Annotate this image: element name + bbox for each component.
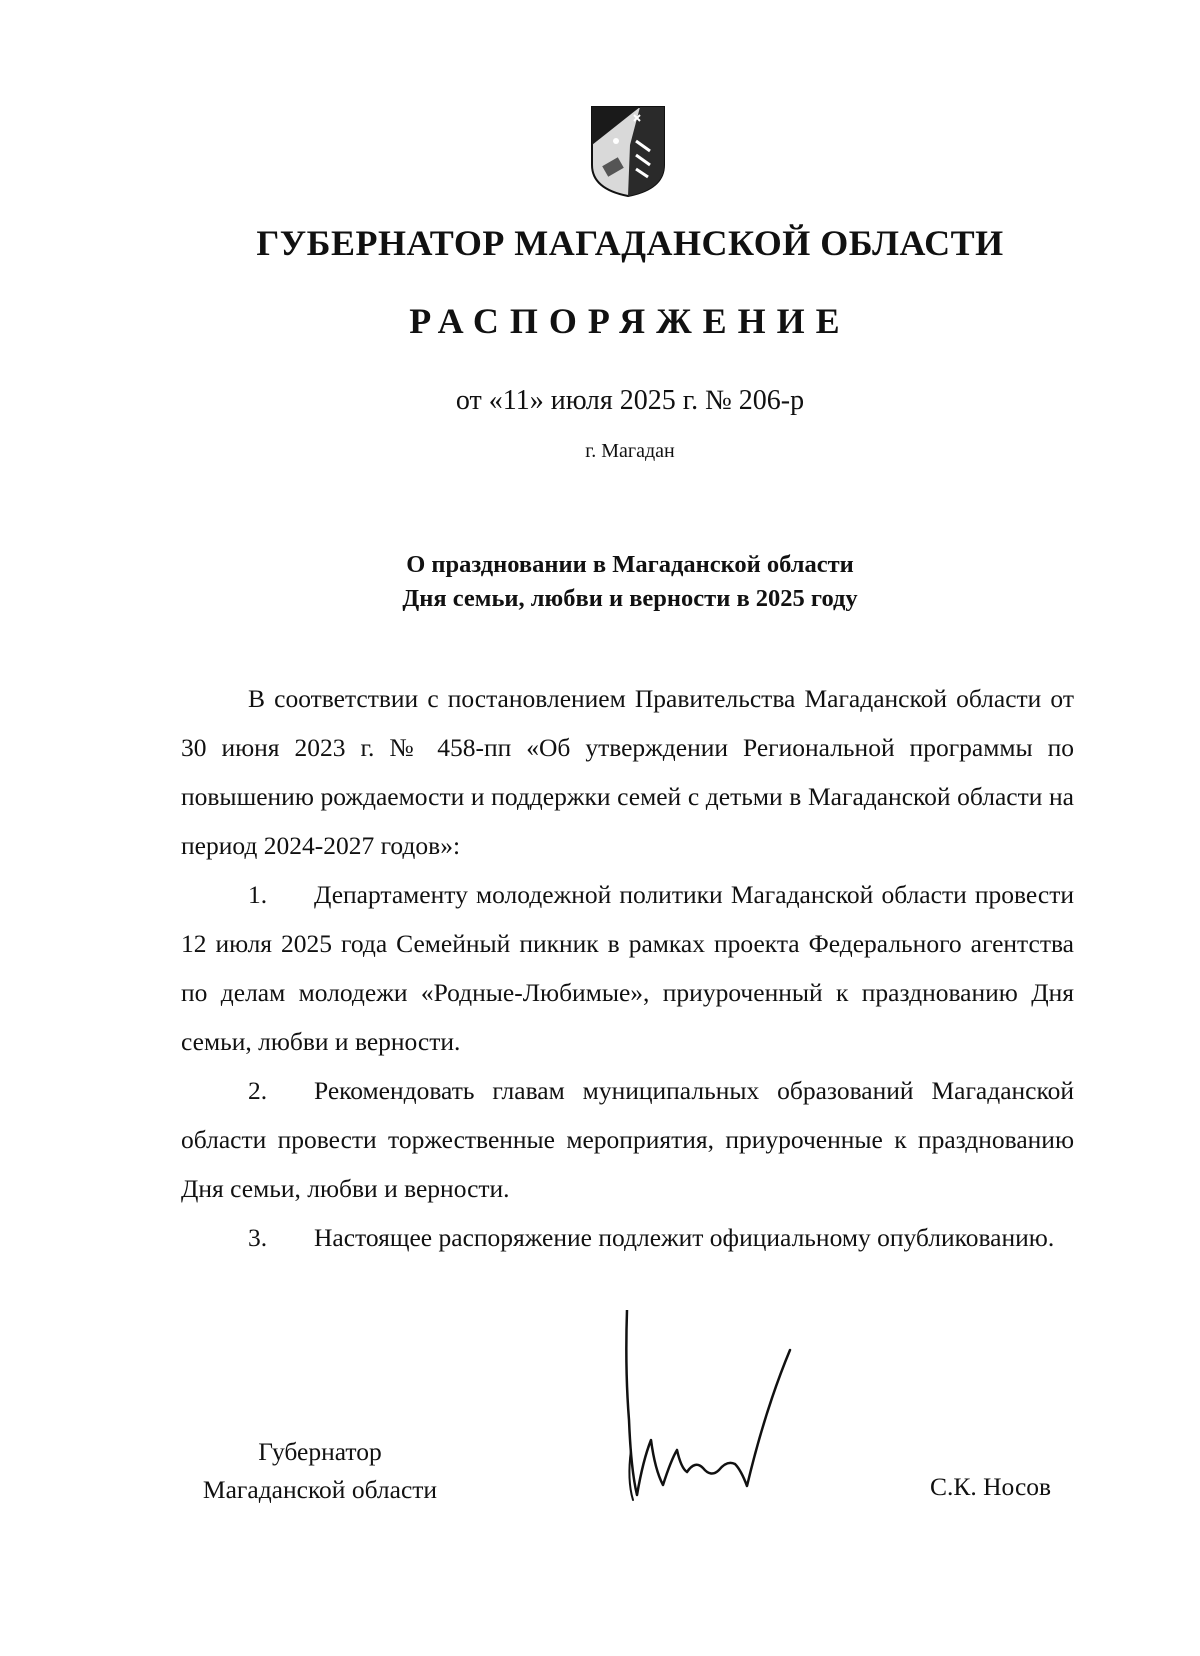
subject-line-1: О праздновании в Магаданской области xyxy=(406,551,854,578)
document-subject xyxy=(0,548,1200,616)
item-number: 3. xyxy=(248,1223,268,1252)
position-line-2: Магаданской области xyxy=(202,1475,438,1504)
item-text: Настоящее распоряжение подлежит официальному опубликованию. xyxy=(314,1223,1055,1252)
handwritten-signature xyxy=(615,1310,830,1510)
subject-line-2: Дня семьи, любви и верности в 2025 году xyxy=(402,585,858,612)
list-item xyxy=(181,1213,1074,1262)
list-item xyxy=(181,870,1074,1066)
document-type: РАСПОРЯЖЕНИЕ xyxy=(409,301,851,341)
document-city: г. Магадан xyxy=(585,440,675,462)
preamble-paragraph: В соответствии с постановлением Правительства Магаданской области от 30 июня 2023 г. № 458-пп «Об утверждении Региональной программы по повышению рождаемости и поддержки семей с детьми в Магаданской области на период 2024-2027 годов»: xyxy=(181,684,1074,860)
item-text: Рекомендовать главам муниципальных образований Магаданской области провести торжественные мероприятия, приуроченные к празднованию Дня семьи, любви и верности. xyxy=(181,1076,1074,1203)
signatory-name: С.К. Носов xyxy=(930,1472,1052,1501)
coat-of-arms-icon xyxy=(590,105,666,198)
document-date-number: от «11» июля 2025 г. № 206-р xyxy=(455,385,805,416)
item-number: 1. xyxy=(248,880,268,909)
document-body xyxy=(181,674,1074,1262)
item-text: Департаменту молодежной политики Магаданской области провести 12 июля 2025 года Семейный пикник в рамках проекта Федерального агентства по делам молодежи «Родные-Любимые», приуроченный к празднованию Дня семьи, любви и верности. xyxy=(181,880,1074,1056)
item-number: 2. xyxy=(248,1076,268,1105)
signatory-position xyxy=(170,1433,470,1509)
position-line-1: Губернатор xyxy=(258,1437,382,1466)
issuer-title: ГУБЕРНАТОР МАГАДАНСКОЙ ОБЛАСТИ xyxy=(256,223,1004,263)
list-item xyxy=(181,1066,1074,1213)
